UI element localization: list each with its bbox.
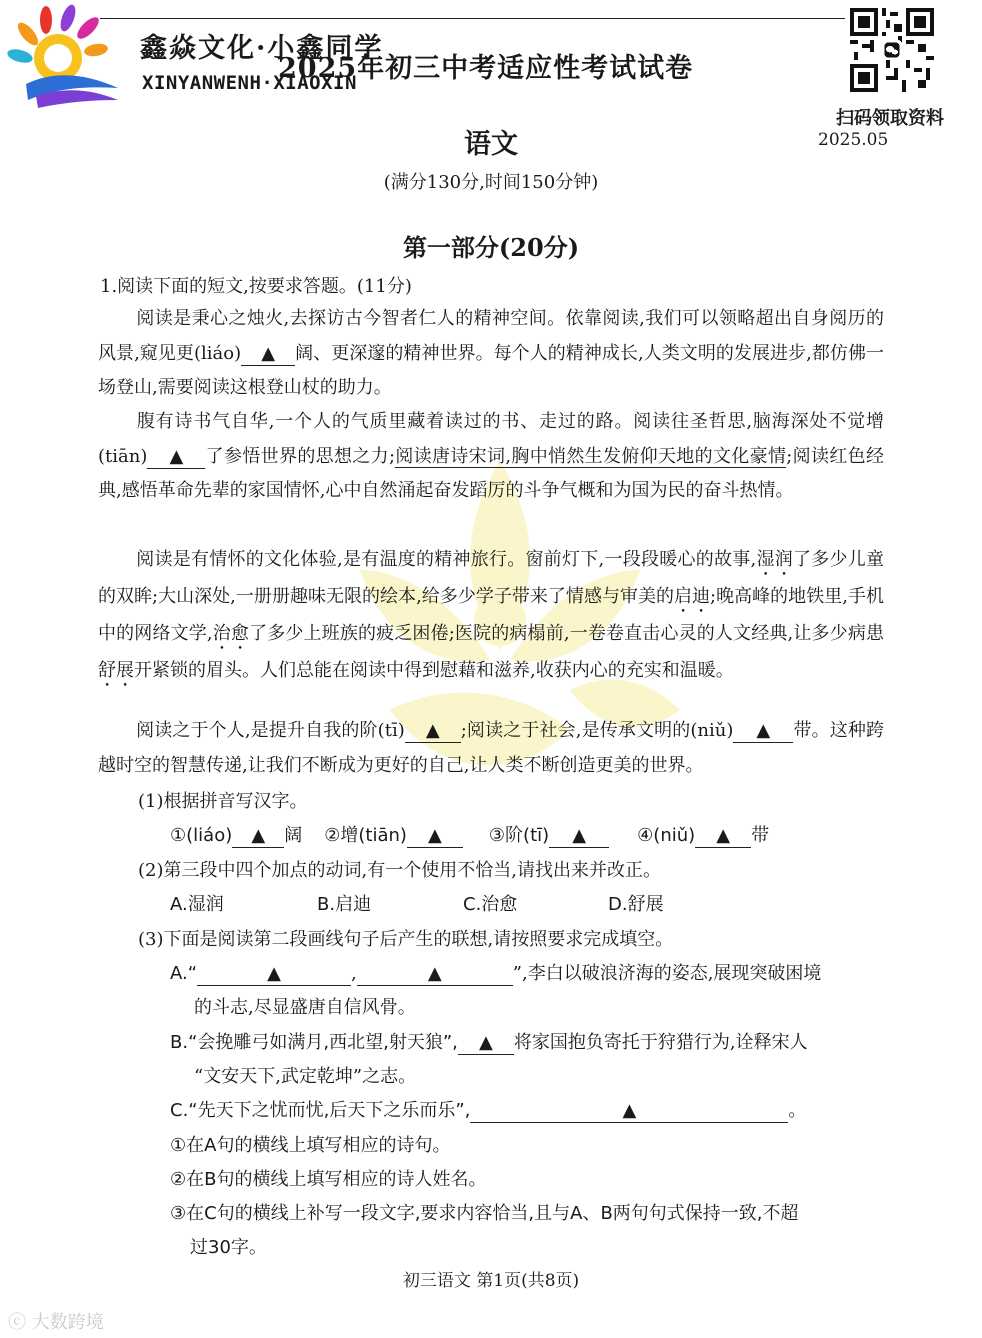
requirement-3-cont: 过30字。 [190,1237,267,1258]
answer-blank[interactable]: ▲ [405,720,461,743]
subquestion-2-title: (2)第三段中四个加点的动词,有一个使用不恰当,请找出来并改正。 [138,860,661,881]
answer-blank[interactable]: ▲ [232,825,284,848]
answer-blank[interactable]: ▲ [470,1100,788,1123]
answer-blank[interactable]: ▲ [197,963,351,986]
question-1-title: 1.阅读下面的短文,按要求答题。(11分) [100,276,412,297]
corner-logo-icon: ⓒ [8,1312,26,1333]
passage-paragraph-1: 阅读是秉心之烛火,去探访古今智者仁人的精神空间。依靠阅读,我们可以领略超出自身阅历的风景,窥见更(liáo) ▲ 阔、更深邃的精神世界。每个人的精神成长,人类文明的发展进步,都仿佛一场登山,需要阅读这根登山杖的助力。 [98,308,884,398]
requirement-1: ①在A句的横线上填写相应的诗句。 [170,1135,451,1156]
option-d[interactable]: D.舒展 [608,894,664,915]
exam-date: 2025.05 [818,130,889,150]
exam-title: 2025年初三中考适应性考试试卷 [278,53,694,84]
underlined-sentence: 阅读唐诗宋词,胸中悄然生发俯仰天地的文化豪情 [395,445,787,467]
subquestion-1-title: (1)根据拼音写汉字。 [138,791,308,812]
passage-paragraph-4: 阅读之于个人,是提升自我的阶(tī) ▲ ;阅读之于社会,是传承文明的(niǔ) ▲ 带。这种跨越时空的智慧传递,让我们不断成为更好的自己,让人类不断创造更美的世界。 [98,720,884,776]
option-a[interactable]: A.湿润 [170,894,224,915]
answer-blank[interactable]: ▲ [241,343,295,366]
answer-blank[interactable]: ▲ [357,963,513,986]
subquestion-1-items: ①(liáo) ▲ 阔 ②增(tiān) ▲ ③阶(tī) ▲ ④(niǔ) ▲ 带 [170,825,770,846]
dotted-verb: 治愈 [212,623,250,644]
item-b-line: B.“会挽雕弓如满月,西北望,射天狼”, ▲ 将家国抱负寄托于狩猎行为,诠释宋人 [170,1032,808,1053]
dotted-verb: 舒展 [98,660,134,681]
dotted-verb: 湿润 [756,549,793,570]
corner-watermark: ⓒ 大数跨境 [8,1312,104,1333]
requirement-3: ③在C句的横线上补写一段文字,要求内容恰当,且与A、B两句句式保持一致,不超 [170,1203,799,1224]
answer-blank[interactable]: ▲ [458,1032,514,1055]
item-a-line: A.“ ▲ , ▲ ”,李白以破浪济海的姿态,展现突破困境 [170,963,822,984]
answer-blank[interactable]: ▲ [407,825,463,848]
subject-title: 语文 [464,129,518,160]
qr-label: 扫码领取资料 [836,108,944,129]
option-b[interactable]: B.启迪 [317,894,372,915]
item-a-line-2: 的斗志,尽显盛唐自信风骨。 [194,997,416,1018]
dotted-verb: 启迪 [674,586,711,607]
passage-paragraph-3: 阅读是有情怀的文化体验,是有温度的精神旅行。窗前灯下,一段段暖心的故事,湿润了多少儿童的双眸;大山深处,一册册趣味无限的绘本,给多少学子带来了情感与审美的启迪;晚高峰的地铁里,手机中的网络文学,治愈了多少上班族的疲乏困倦;医院的病榻前,一卷卷直击心灵的人文经典,让多少病患舒展开紧锁的眉头。人们总能在阅读中得到慰藉和滋养,收获内心的充实和温暖。 [98,549,885,681]
page-footer: 初三语文 第1页(共8页) [402,1271,580,1291]
qr-code-icon[interactable] [850,8,934,92]
brand-name-cn: 鑫焱文化·小鑫同学 [140,33,384,64]
requirement-2: ②在B句的横线上填写相应的诗人姓名。 [170,1169,487,1190]
brand-logo-icon [6,4,130,108]
option-c[interactable]: C.治愈 [463,894,518,915]
item-b-line-2: “文安天下,武定乾坤”之志。 [194,1066,417,1087]
subquestion-3-title: (3)下面是阅读第二段画线句子后产生的联想,请按照要求完成填空。 [138,929,674,950]
passage-paragraph-2: 腹有诗书气自华,一个人的气质里藏着读过的书、走过的路。阅读往圣哲思,脑海深处不觉增(tiān) ▲ 了参悟世界的思想之力;阅读唐诗宋词,胸中悄然生发俯仰天地的文化豪情;阅读红色经典,感悟革命先辈的家国情怀,心中自然涌起奋发蹈厉的斗争气概和为国为民的奋斗热情。 [98,411,884,501]
part-title: 第一部分(20分) [402,233,580,262]
score-info: (满分130分,时间150分钟) [383,172,599,193]
answer-blank[interactable]: ▲ [733,720,793,743]
item-c-line: C.“先天下之忧而忧,后天下之乐而乐”, ▲ 。 [170,1100,807,1121]
answer-blank[interactable]: ▲ [549,825,609,848]
brand-name-en: XINYANWENH·XIAOXIN [142,72,357,94]
answer-blank[interactable]: ▲ [695,825,751,848]
answer-blank[interactable]: ▲ [147,446,205,469]
header-rule [100,18,845,19]
